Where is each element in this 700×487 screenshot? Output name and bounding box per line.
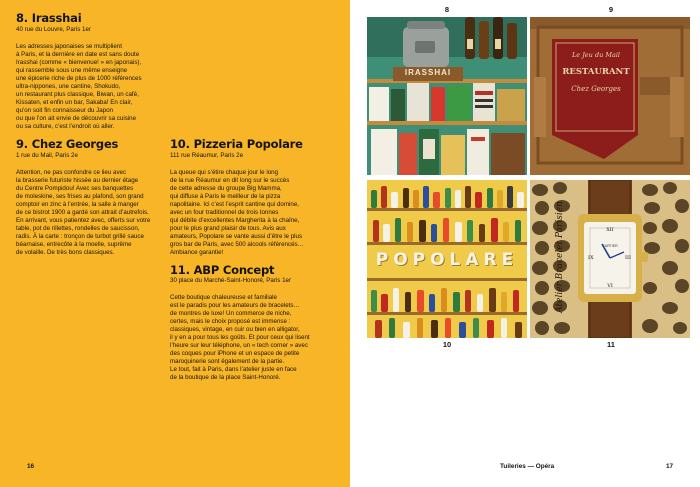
body-line: de la boutique de la place Saint-Honoré. — [170, 374, 281, 382]
page-number-right: 17 — [666, 463, 674, 470]
body-line: Irasshai (comme « bienvenue! » en japonais), — [16, 59, 142, 67]
illustration-popolare — [367, 180, 527, 338]
entry-body-pizzeria-popolare — [170, 169, 304, 258]
body-line: de cette adresse du groupe Big Mamma, — [170, 185, 282, 193]
body-line: pour le plus grand plaisir de tous. Avis aux — [170, 225, 286, 233]
body-line: béarnaise, entrecôte à la moelle, suprême — [16, 241, 132, 249]
body-line: radis. À la carte : tronçon de turbot grillé sauce — [16, 233, 144, 241]
body-line: certes, mais le choix proposé est immense : — [170, 318, 291, 326]
entry-address-irasshai: 40 rue du Louvre, Paris 1er — [16, 26, 91, 33]
plate-number-10: 10 — [442, 340, 452, 349]
illustration-abp-concept — [530, 180, 690, 338]
atelier-side-text: Atelier Bracelet Parisien — [555, 201, 565, 313]
body-line: gros bar de Paris, avec 500 alcools référencés… — [170, 241, 304, 249]
body-line: comptoir en zinc à l’entrée, la salle à manger — [16, 201, 139, 209]
body-line: ultra-nippones, une cantine, Shokudo, — [16, 83, 121, 91]
body-line: de la rue Réaumur en dit long sur le succès — [170, 177, 290, 185]
body-line: à Paris, et la dernière en date est sans doute — [16, 51, 140, 59]
body-line: amateurs, Popolare se vante aussi d’être le plus — [170, 233, 303, 241]
body-line: de volaille. De très bons classiques. — [16, 249, 115, 257]
body-line: qui rassemble sous une même enseigne — [16, 67, 128, 75]
right-page — [350, 0, 700, 487]
body-line: qui diffuse à Paris le meilleur de la pizza — [170, 193, 281, 201]
plate-number-9: 9 — [608, 5, 614, 14]
body-line: maroquinerie sont également de la partie. — [170, 358, 285, 366]
sign-line-jeu-du-mail: Le Jeu du Mail — [571, 51, 621, 59]
page-number-left: 16 — [27, 463, 35, 470]
body-line: qui débite d’excellentes Margherita à la chaîne, — [170, 217, 300, 225]
entry-body-irasshai — [16, 43, 142, 132]
body-line: de montres de luxe! Un commerce de niche, — [170, 310, 292, 318]
illustration-chez-georges — [530, 17, 690, 175]
body-line: Cette boutique chaleureuse et familiale — [170, 294, 277, 301]
entry-body-abp-concept — [170, 294, 310, 383]
body-line: napolitaine. Ici c’est l’esprit cantine qui domine, — [170, 201, 299, 209]
popolare-banner-text: POPOLARE — [375, 250, 519, 270]
entry-address-chez-georges: 1 rue du Mail, Paris 2e — [16, 152, 78, 159]
body-line: l’heure sur leur téléphone, un « tech corner » avec — [170, 342, 308, 350]
entry-title-abp-concept: 11. ABP Concept — [170, 263, 275, 277]
body-line: de moleskine, ses frises au plafond, son grand — [16, 193, 144, 201]
entry-address-pizzeria-popolare: 111 rue Réaumur, Paris 2e — [170, 152, 244, 159]
watch-numeral-9: IX — [588, 255, 594, 261]
entry-title-pizzeria-popolare: 10. Pizzeria Popolare — [170, 137, 303, 151]
body-line: Attention, ne pas confondre ce lieu avec — [16, 169, 127, 176]
body-line: En arrivant, vous patientez avec, offerts sur votre — [16, 217, 151, 225]
plate-number-11: 11 — [607, 340, 615, 349]
entry-address-abp-concept: 30 place du Marché-Saint-Honoré, Paris 1er — [170, 277, 292, 284]
running-head: Tuileries — Opéra — [500, 463, 555, 470]
body-line: Les adresses japonaises se multiplient — [16, 43, 122, 50]
body-line: ou que l’on ait envie de découvrir sa cuisine — [16, 115, 137, 123]
body-line: il y en a pour tous les goûts. Et pour ceux qui lisent — [170, 334, 310, 342]
body-line: des coques pour iPhone et un espace de petite — [170, 350, 300, 358]
watch-numeral-12: XII — [606, 227, 614, 233]
body-line: une épicerie riche de plus de 1000 références — [16, 75, 142, 83]
body-line: table, pot de rillettes, rondelles de saucisson, — [16, 225, 140, 233]
body-line: Ambiance garantie! — [170, 249, 224, 257]
watch-numeral-6: VI — [607, 283, 613, 289]
body-line: de ce bistrot 1900 a gardé son attrait d’autrefois. — [16, 209, 149, 217]
body-line: un restaurant plus classique, Biwan, un café, — [16, 91, 139, 99]
body-line: avec un four traditionnel de trois tonnes — [170, 209, 279, 217]
irasshai-sign-text: IRASSHAI — [404, 68, 452, 77]
body-line: ou sa culture, c’est l’endroit où aller. — [16, 123, 115, 131]
entry-body-chez-georges — [16, 169, 150, 258]
body-line: Le tout, fait à Paris, dans l’atelier juste en face — [170, 366, 297, 374]
sign-line-restaurant: RESTAURANT — [562, 67, 630, 77]
illustration-irasshai — [367, 17, 527, 175]
watch-numeral-3: III — [625, 255, 631, 261]
body-line: La queue qui s’étire chaque jour le long — [170, 169, 279, 176]
body-line: Kissaten, et enfin un bar, Sakaba! En clair, — [16, 99, 133, 107]
body-line: la brasserie futuriste hissée au dernier étage — [16, 177, 139, 185]
plate-number-8: 8 — [444, 5, 450, 14]
sign-line-chez-georges: Chez Georges — [571, 85, 621, 93]
watch-brand-text: CARTIER — [602, 244, 618, 248]
entry-title-irasshai: 8. Irasshai — [16, 11, 82, 25]
body-line: du Centre Pompidou! Avec ses banquettes — [16, 185, 134, 193]
body-line: qu’on soit fin connaisseur du Japon — [16, 107, 114, 115]
body-line: est le paradis pour les amateurs de bracelets… — [170, 302, 300, 310]
entry-title-chez-georges: 9. Chez Georges — [16, 137, 119, 151]
body-line: classiques, vintage, en cuir ou bien en alligator, — [170, 326, 300, 334]
